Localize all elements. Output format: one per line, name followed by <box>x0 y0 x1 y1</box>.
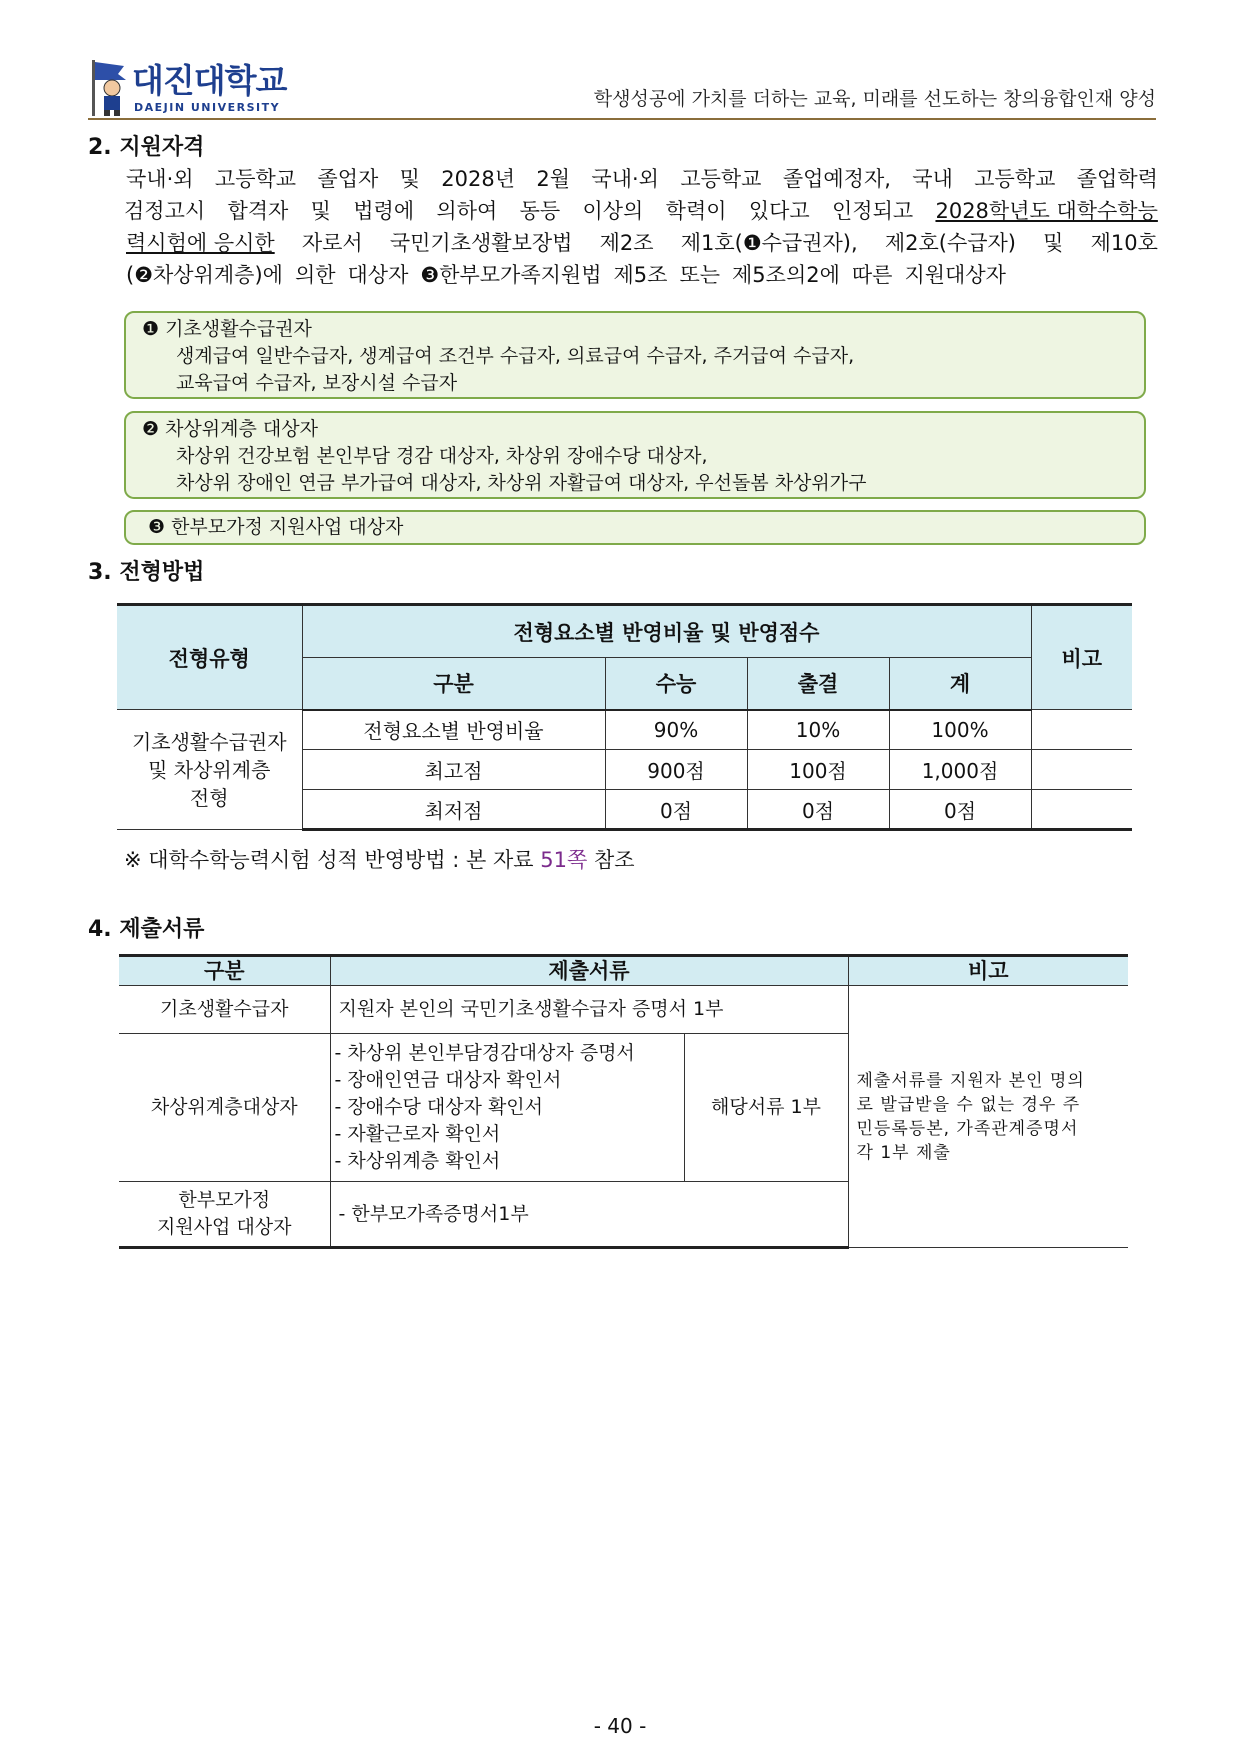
table-row: 한부모가정 지원사업 대상자 - 한부모가족증명서1부 <box>119 1182 1128 1248</box>
logo-subtitle: DAEJIN UNIVERSITY <box>134 101 281 114</box>
type-label: 한부모가정 지원사업 대상자 <box>119 1182 330 1248</box>
box-body-line: 차상위 장애인 연금 부가급여 대상자, 차상위 자활급여 대상자, 우선돌봄 차상위가구 <box>176 472 867 494</box>
document-list: - 차상위 본인부담경감대상자 증명서 - 장애인연금 대상자 확인서 - 장애수당 대상자 확인서 - 자활근로자 확인서 - 차상위계층 확인서 <box>330 1034 684 1182</box>
csat-note: ※ 대학수학능력시험 성적 반영방법 : 본 자료 51쪽 참조 <box>124 848 635 872</box>
logo-name: 대진대학교 <box>132 61 287 100</box>
paragraph-line-3: 력시험에 응시한 자로서 국민기초생활보장법 제2조 제1호(❶수급권자), 제2호(수급자) 및 제10호 <box>126 227 1158 259</box>
header-rule <box>88 118 1156 120</box>
underlined-text-2: 력시험에 응시한 <box>126 231 275 255</box>
box-body-line: 차상위 건강보험 본인부담 경감 대상자, 차상위 장애수당 대상자, <box>176 445 708 467</box>
paragraph-line-2: 검정고시 합격자 및 법령에 의하여 동등 이상의 학력이 있다고 인정되고 2028학년도 대학수학능 <box>124 195 1158 227</box>
box-single-parent <box>124 510 1146 545</box>
section-title-eligibility: 2. 지원자격 <box>88 135 205 160</box>
subheader-total: 계 <box>889 658 1031 710</box>
page-number: - 40 - <box>593 1714 647 1738</box>
box-body-line: 생계급여 일반수급자, 생계급여 조건부 수급자, 의료급여 수급자, 주거급여 수급자, <box>176 345 855 367</box>
box-title: ❸ 한부모가정 지원사업 대상자 <box>148 516 404 538</box>
header-category: 구분 <box>119 956 330 986</box>
box-near-poverty <box>124 411 1146 499</box>
header-group: 전형요소별 반영비율 및 반영점수 <box>302 605 1031 658</box>
header-type: 전형유형 <box>117 605 302 710</box>
box-title: ❶ 기초생활수급권자 <box>142 318 312 340</box>
university-logo <box>88 58 298 118</box>
paragraph-line-4: (❷차상위계층)에 의한 대상자 ❸한부모가족지원법 제5조 또는 제5조의2에 따른 지원대상자 <box>126 263 1006 287</box>
box-body-line: 교육급여 수급자, 보장시설 수급자 <box>176 372 458 394</box>
box-basic-livelihood <box>124 311 1146 399</box>
subheader-attendance: 출결 <box>747 658 889 710</box>
remark-cell: 제출서류를 지원자 본인 명의 로 발급받을 수 없는 경우 주 민등록등본, 가족관계증명서 각 1부 제출 <box>848 986 1128 1248</box>
table-row: 기초생활수급권자 및 차상위계층 전형 전형요소별 반영비율 90% 10% 100% <box>117 710 1132 750</box>
documents-table <box>119 954 1128 1249</box>
table-row: 기초생활수급자 지원자 본인의 국민기초생활수급자 증명서 1부 제출서류를 지원자 본인 명의 로 발급받을 수 없는 경우 주 민등록등본, 가족관계증명서 각 1부 제출 <box>119 986 1128 1034</box>
header-remark: 비고 <box>1031 605 1132 710</box>
paragraph-line-1: 국내·외 고등학교 졸업자 및 2028년 2월 국내·외 고등학교 졸업예정자, 국내 고등학교 졸업학력 <box>126 167 1158 191</box>
subheader-category: 구분 <box>302 658 605 710</box>
section-title-method: 3. 전형방법 <box>88 560 205 585</box>
header-remark: 비고 <box>848 956 1128 986</box>
mascot-icon <box>88 58 130 118</box>
eligibility-paragraph <box>126 163 1158 291</box>
type-label: 기초생활수급권자 및 차상위계층 전형 <box>117 710 302 830</box>
header-slogan: 학생성공에 가치를 더하는 교육, 미래를 선도하는 창의융합인재 양성 <box>593 88 1156 110</box>
selection-method-table <box>117 603 1132 831</box>
section-title-documents: 4. 제출서류 <box>88 917 205 942</box>
table-row: 최고점 900점 100점 1,000점 <box>117 750 1132 790</box>
underlined-text-1: 2028학년도 대학수학능 <box>935 199 1158 223</box>
subheader-csat: 수능 <box>605 658 747 710</box>
page-reference-link[interactable]: 51쪽 <box>540 848 588 872</box>
table-row: 차상위계층대상자 - 차상위 본인부담경감대상자 증명서 - 장애인연금 대상자 확인서 - 장애수당 대상자 확인서 - 자활근로자 확인서 - 차상위계층 확인서 해당서류 1부 <box>119 1034 1128 1182</box>
box-title: ❷ 차상위계층 대상자 <box>142 418 318 440</box>
table-row: 최저점 0점 0점 0점 <box>117 790 1132 830</box>
header-documents: 제출서류 <box>330 956 848 986</box>
